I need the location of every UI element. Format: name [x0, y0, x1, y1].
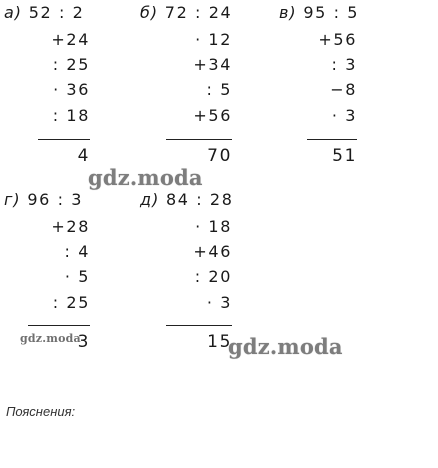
- task-a-header: [4, 3, 84, 23]
- task-d-step-3: · 5: [64, 267, 90, 286]
- task-a-step-3: · 36: [53, 80, 90, 99]
- task-a-step-1: +24: [51, 30, 90, 49]
- task-c-step-3: −8: [330, 80, 357, 99]
- task-b-step-3: : 5: [206, 80, 232, 99]
- task-e-first-expression: 84 : 28: [166, 190, 234, 209]
- task-c-step-1: +56: [318, 30, 357, 49]
- task-c-first-expression: 95 : 5: [303, 3, 360, 22]
- explanations-label: Пояснения:: [6, 404, 76, 419]
- task-c-result: 51: [332, 146, 357, 166]
- task-e-result-line: [166, 325, 232, 326]
- watermark-logo: gdz.moda: [88, 165, 203, 190]
- task-a-result-line: [38, 139, 90, 140]
- task-b-result: 70: [207, 146, 232, 166]
- task-a-result: 4: [77, 146, 90, 166]
- task-c-step-4: · 3: [331, 106, 357, 125]
- task-a-step-2: : 25: [52, 55, 90, 74]
- task-d-step-2: : 4: [64, 242, 90, 261]
- task-a-letter: а): [4, 3, 23, 22]
- task-e-step-1: · 18: [195, 217, 232, 236]
- task-e-step-4: · 3: [206, 293, 232, 312]
- task-d-first-expression: 96 : 3: [27, 190, 84, 209]
- task-b-step-1: · 12: [195, 30, 232, 49]
- task-c-header: [279, 3, 359, 23]
- task-d-header: [4, 190, 83, 210]
- task-e-step-2: +46: [193, 242, 232, 261]
- task-d-result-line: [28, 325, 90, 326]
- task-e-result: 15: [207, 332, 232, 352]
- task-b-first-expression: 72 : 24: [164, 3, 233, 22]
- task-c-result-line: [307, 139, 357, 140]
- task-b-step-2: +34: [193, 55, 232, 74]
- task-e-letter: д): [140, 190, 160, 209]
- task-d-step-4: : 25: [52, 293, 90, 312]
- task-d-letter: г): [4, 190, 21, 209]
- task-e-header: [140, 190, 233, 210]
- task-d-result: 3: [77, 332, 90, 352]
- task-e-step-3: : 20: [194, 267, 232, 286]
- task-a-first-expression: 52 : 2: [28, 3, 85, 22]
- task-a-step-4: : 18: [52, 106, 90, 125]
- task-c-step-2: : 3: [331, 55, 357, 74]
- task-c-letter: в): [279, 3, 297, 22]
- task-b-step-4: +56: [193, 106, 232, 125]
- task-b-header: [140, 3, 232, 23]
- watermark-logo: gdz.moda: [228, 334, 343, 359]
- task-d-step-1: +28: [51, 217, 90, 236]
- task-b-result-line: [166, 139, 232, 140]
- watermark-logo: gdz.moda: [20, 332, 81, 345]
- task-b-letter: б): [140, 3, 159, 22]
